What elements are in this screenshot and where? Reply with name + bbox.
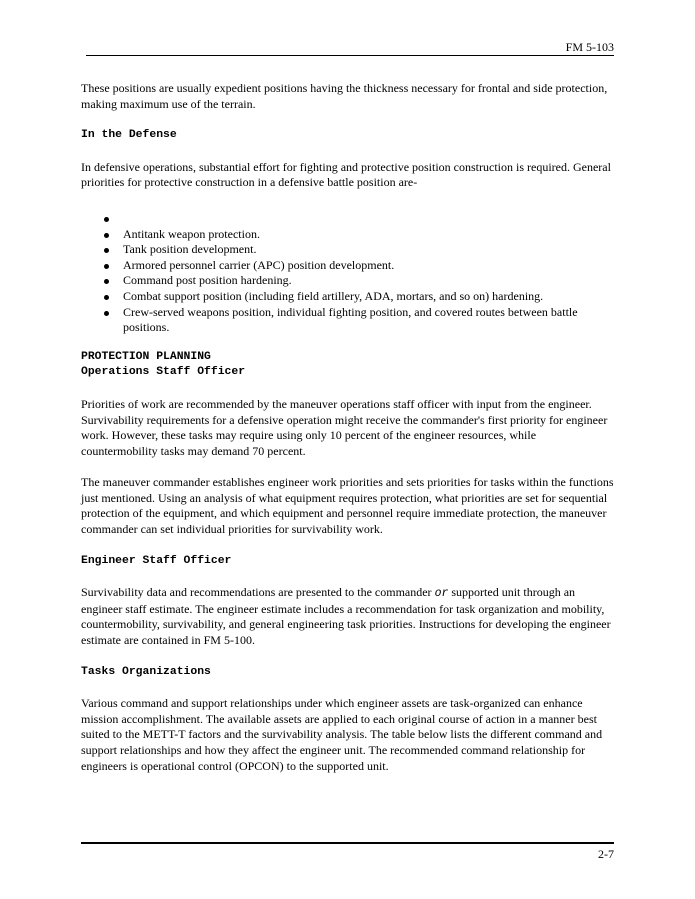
bullet-icon bbox=[104, 279, 109, 284]
engineer-or-word: or bbox=[434, 587, 449, 601]
operations-paragraph-1: Priorities of work are recommended by the maneuver operations staff officer with input from the engineer. Survivability requirements for a defensive operation might receive the commander's first priority for engineer work. However, these tasks may require using only 10 percent of the engineer resources, while countermobility tasks may demand 70 percent. bbox=[81, 396, 608, 458]
engineer-text-end: supported unit through an engineer staff estimate. The engineer estimate includes a recommendation for task organization and mobility, countermobility, survivability, and general engineering task priorities. Instructions for developing the engineer estimate are contained in FM 5-100. bbox=[81, 585, 611, 648]
page-number: 2-7 bbox=[598, 847, 614, 861]
page-content bbox=[81, 81, 614, 774]
heading-operations-staff-officer: Operations Staff Officer bbox=[81, 366, 246, 379]
list-item bbox=[81, 305, 614, 336]
heading-tasks-organizations: Tasks Organizations bbox=[81, 665, 211, 678]
engineer-text-start: Survivability data and recommendations are presented to the commander bbox=[81, 585, 435, 600]
intro-paragraph: These positions are usually expedient positions having the thickness necessary for frontal and side protection, making maximum use of the terrain. bbox=[81, 81, 608, 111]
list-item bbox=[81, 289, 614, 305]
list-item bbox=[81, 211, 614, 227]
list-item-text: Combat support position (including field artillery, ADA, mortars, and so on) hardening. bbox=[123, 288, 544, 303]
operations-paragraph-2: The maneuver commander establishes engineer work priorities and sets priorities for tasks within the functions just mentioned. Using an analysis of what equipment requires protection, what priorities are set for sequential protection of the equipment, and which equipment and personnel require immediate protection, the maneuver commander can set individual priorities for survivability work. bbox=[81, 475, 614, 537]
header-rule bbox=[86, 55, 614, 56]
tasks-paragraph: Various command and support relationships under which engineer assets are task-organized can enhance mission accomplishment. The available assets are applied to each original course of action in a manner best suited to the METT-T factors and the survivability analysis. The table below lists the different command and support relationships and how they affect the engineer unit. The recommended command relationship for engineers is operational control (OPCON) to the supported unit. bbox=[81, 696, 603, 773]
bullet-icon bbox=[104, 311, 109, 316]
engineer-paragraph bbox=[81, 585, 614, 648]
list-item-text: Crew-served weapons position, individual fighting position, and covered routes between battle positions. bbox=[123, 304, 578, 335]
list-item bbox=[81, 273, 614, 289]
bullet-icon bbox=[104, 295, 109, 300]
bullet-icon bbox=[104, 233, 109, 238]
bullet-icon bbox=[104, 264, 109, 269]
heading-engineer-staff-officer: Engineer Staff Officer bbox=[81, 554, 232, 567]
heading-protection-planning: PROTECTION PLANNING bbox=[81, 350, 211, 363]
list-item-text: Command post position hardening. bbox=[123, 273, 292, 288]
bullet-icon bbox=[104, 217, 109, 222]
list-item bbox=[81, 258, 614, 274]
heading-in-the-defense: In the Defense bbox=[81, 129, 177, 142]
list-item bbox=[81, 227, 614, 243]
list-item-text: Armored personnel carrier (APC) position development. bbox=[123, 257, 395, 272]
bullet-icon bbox=[104, 248, 109, 253]
priority-list bbox=[81, 211, 614, 336]
list-item bbox=[81, 242, 614, 258]
list-item-text: Antitank weapon protection. bbox=[123, 226, 260, 241]
footer-rule bbox=[81, 842, 614, 844]
defense-paragraph: In defensive operations, substantial effort for fighting and protective position construction is required. General priorities for protective construction in a defensive battle position are- bbox=[81, 159, 611, 190]
manual-code: FM 5-103 bbox=[565, 40, 614, 54]
list-item-text: Tank position development. bbox=[123, 242, 257, 257]
